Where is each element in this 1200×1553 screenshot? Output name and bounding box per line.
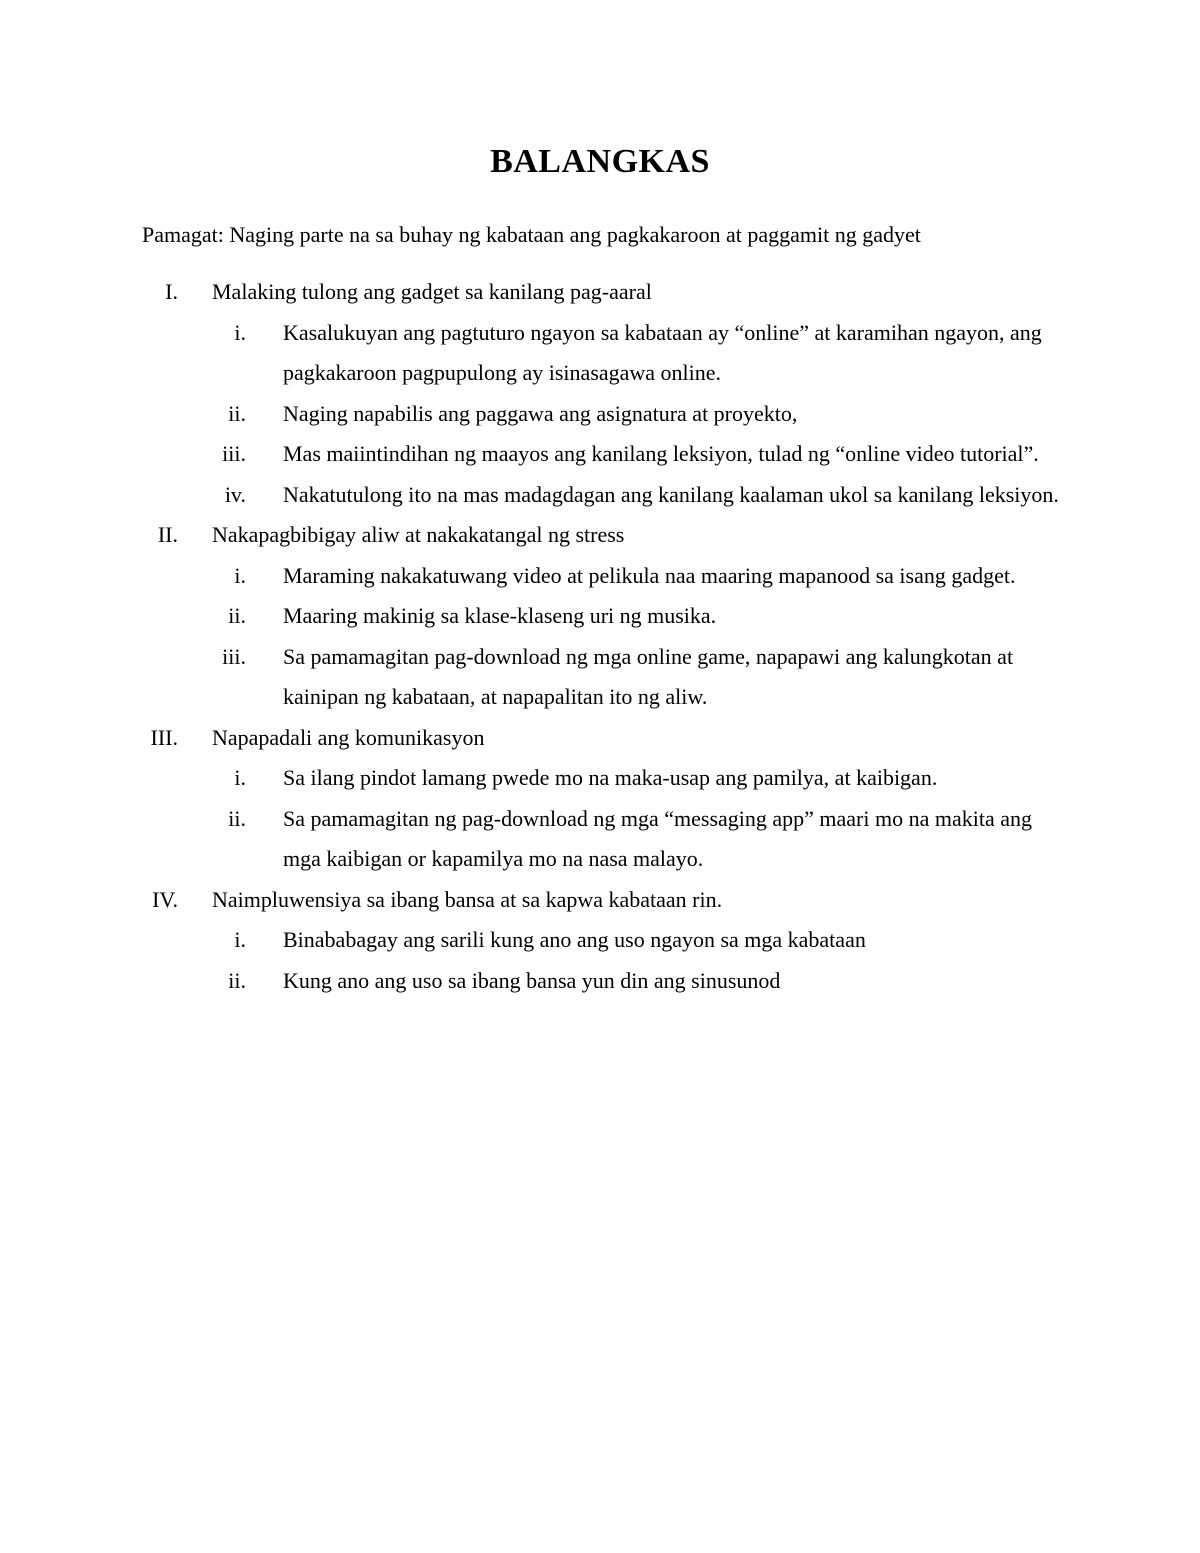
- subitem-text: Mas maiintindihan ng maayos ang kanilang leksiyon, tulad ng “online video tutorial”.: [283, 441, 1039, 466]
- outline-subitem: [0, 434, 1200, 475]
- section-heading: Nakapagbibigay aliw at nakakatangal ng stress: [212, 522, 625, 547]
- outline-section: [0, 272, 1200, 313]
- section-numeral: III.: [150, 724, 178, 750]
- subitem-text: Naging napabilis ang paggawa ang asignatura at proyekto,: [283, 400, 798, 426]
- subitem-numeral: i.: [234, 765, 246, 790]
- document-title: BALANGKAS: [490, 143, 710, 180]
- subitem-text: Kung ano ang uso sa ibang bansa yun din ang sinusunod: [283, 967, 781, 993]
- section-numeral: II.: [157, 522, 178, 547]
- subitem-text: Sa pamamagitan pag-download ng mga online game, napapawi ang kalungkotan at kainipan ng kabataan, at napapalitan ito ng aliw.: [283, 643, 1014, 709]
- subitem-numeral: i.: [234, 562, 246, 588]
- subitem-numeral: ii.: [228, 967, 246, 993]
- outline-section: [0, 718, 1200, 759]
- subitem-text: Binababagay ang sarili kung ano ang uso ngayon sa mga kabataan: [283, 927, 866, 952]
- subitem-numeral: ii.: [228, 603, 246, 628]
- outline: [0, 272, 1200, 1001]
- outline-section: [0, 515, 1200, 556]
- subitem-numeral: iv.: [224, 481, 246, 507]
- subitem-text: Maraming nakakatuwang video at pelikula naa maaring mapanood sa isang gadget.: [283, 562, 1016, 588]
- subitem-text: Maaring makinig sa klase-klaseng uri ng musika.: [283, 603, 717, 628]
- outline-subitem: [0, 758, 1200, 799]
- section-heading: Malaking tulong ang gadget sa kanilang pag-aaral: [212, 279, 652, 304]
- outline-subitem: [0, 920, 1200, 961]
- outline-subitem: [0, 556, 1200, 597]
- outline-subitem: [0, 961, 1200, 1002]
- section-heading: Naimpluwensiya sa ibang bansa at sa kapwa kabataan rin.: [212, 886, 723, 912]
- outline-section: [0, 880, 1200, 921]
- outline-subitem: [0, 799, 1200, 880]
- outline-subitem: [0, 313, 1200, 394]
- section-numeral: I.: [165, 279, 178, 304]
- pamagat-line: Pamagat: Naging parte na sa buhay ng kabataan ang pagkakaroon at paggamit ng gadyet: [142, 222, 921, 247]
- subitem-numeral: ii.: [228, 805, 246, 831]
- outline-subitem: [0, 475, 1200, 516]
- subitem-numeral: i.: [234, 319, 246, 345]
- subitem-text: Nakatutulong ito na mas madagdagan ang kanilang kaalaman ukol sa kanilang leksiyon.: [283, 481, 1059, 507]
- outline-subitem: [0, 596, 1200, 637]
- subitem-numeral: ii.: [228, 400, 246, 426]
- section-heading: Napapadali ang komunikasyon: [212, 724, 485, 750]
- outline-subitem: [0, 394, 1200, 435]
- subitem-text: Kasalukuyan ang pagtuturo ngayon sa kabataan ay “online” at karamihan ngayon, ang pagkakaroon pagpupulong ay isinasagawa online.: [283, 319, 1042, 385]
- subitem-text: Sa ilang pindot lamang pwede mo na maka-usap ang pamilya, at kaibigan.: [283, 765, 938, 790]
- subitem-numeral: iii.: [222, 643, 246, 669]
- subitem-numeral: iii.: [222, 441, 246, 466]
- subitem-text: Sa pamamagitan ng pag-download ng mga “messaging app” maari mo na makita ang mga kaibigan or kapamilya mo na nasa malayo.: [283, 805, 1032, 871]
- section-numeral: IV.: [152, 886, 178, 912]
- outline-subitem: [0, 637, 1200, 718]
- subitem-numeral: i.: [234, 927, 246, 952]
